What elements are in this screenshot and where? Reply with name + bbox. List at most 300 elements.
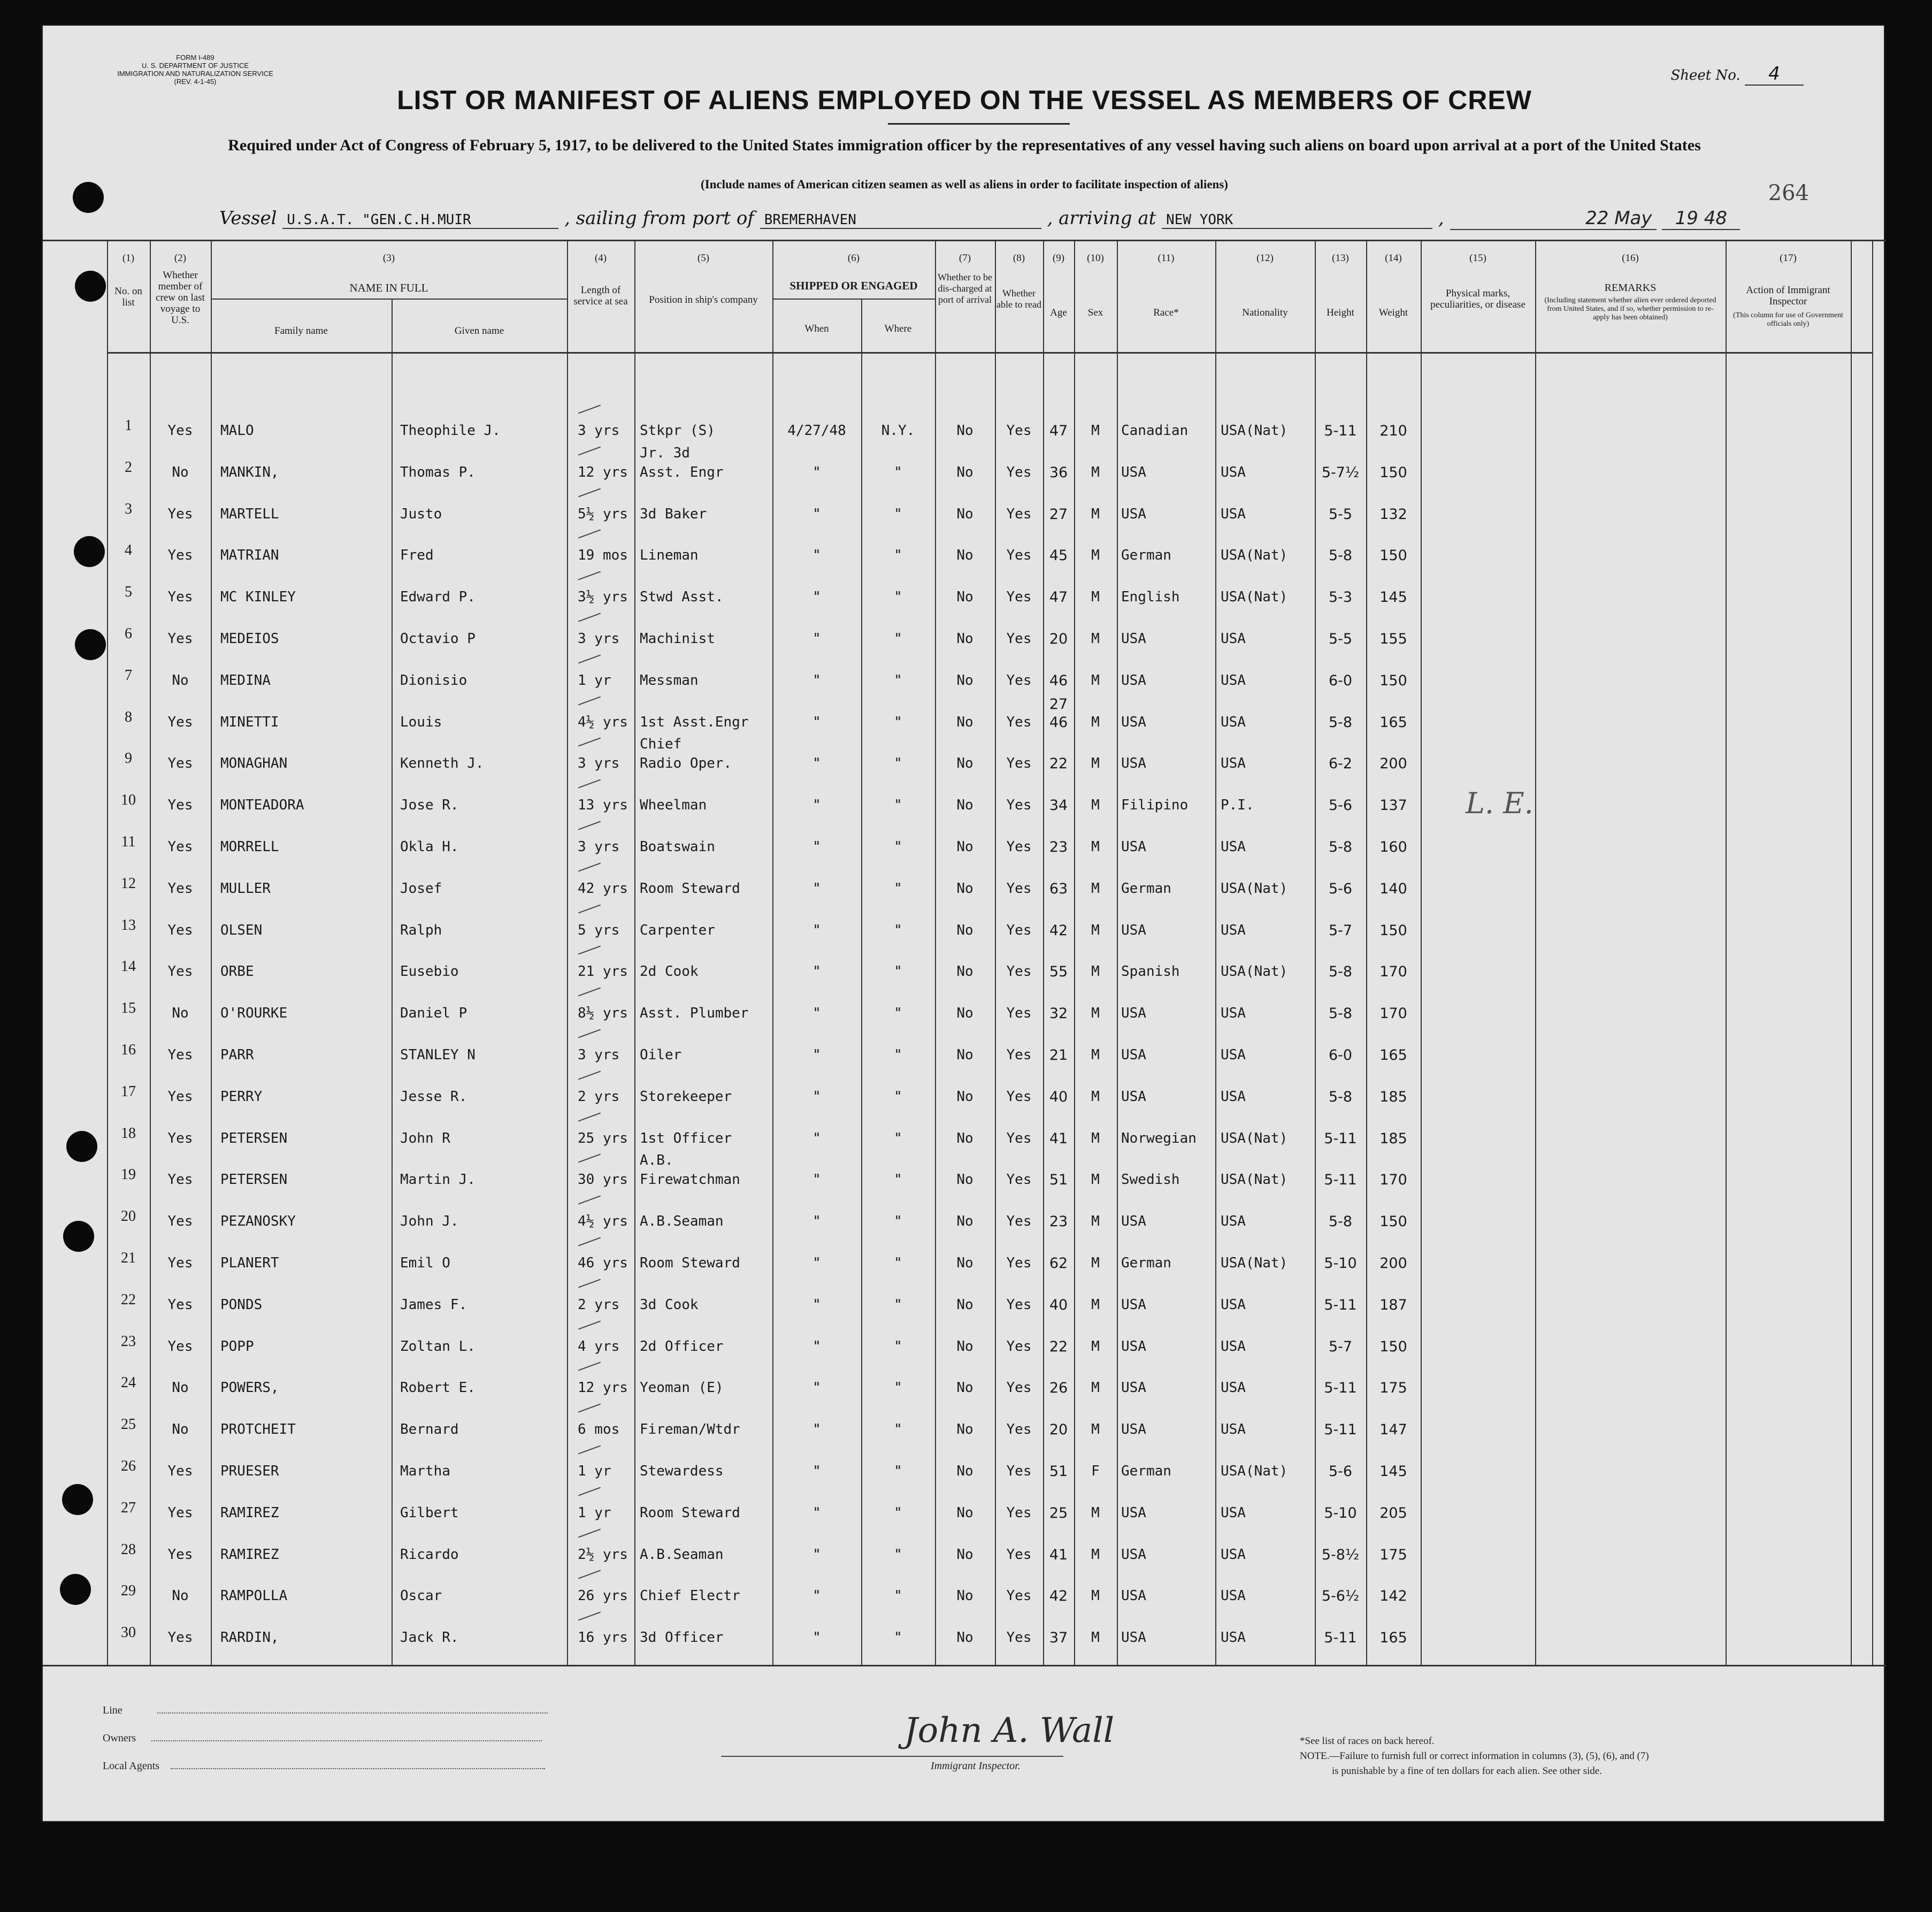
position: Chief Electr — [640, 1588, 740, 1604]
shipped-when: " — [812, 1630, 821, 1646]
binder-hole — [63, 1221, 94, 1252]
weight: 150 — [1379, 547, 1407, 564]
col-header-weight: Weight — [1378, 307, 1408, 318]
position: 1st Asst.Engr — [640, 714, 749, 730]
row-number: 27 — [121, 1500, 136, 1516]
shipped-where: " — [894, 672, 902, 689]
check-mark — [578, 530, 601, 539]
row-number: 3 — [125, 501, 132, 517]
given-name: Kenneth J. — [400, 755, 484, 771]
crew-last-voyage: Yes — [167, 1630, 193, 1646]
age: 34 — [1049, 797, 1068, 814]
sex: M — [1091, 1172, 1100, 1188]
able-to-read: Yes — [1006, 922, 1032, 938]
height: 6-2 — [1328, 755, 1353, 772]
subtitle: Required under Act of Congress of February 5, 1917, to be delivered to the United States immigration officer by the representatives of any vessel having such aliens on board upon arrival at a port of the United States — [228, 136, 1701, 154]
column-rule — [995, 240, 996, 1665]
discharged: No — [956, 922, 973, 938]
check-mark — [578, 1279, 601, 1288]
col-header-read: Whether able to read — [996, 288, 1041, 310]
able-to-read: Yes — [1006, 423, 1032, 439]
position-prefix: Jr. 3d — [640, 445, 690, 461]
column-rule — [150, 240, 151, 1665]
family-name: MONAGHAN — [220, 755, 288, 771]
age: 23 — [1049, 1213, 1068, 1230]
age: 40 — [1049, 1089, 1068, 1105]
column-rule — [107, 240, 108, 1665]
position-prefix: A.B. — [640, 1152, 673, 1168]
given-name: Edward P. — [400, 589, 476, 605]
footer-agents-label: Local Agents — [103, 1760, 160, 1772]
binder-hole — [75, 629, 106, 660]
service-length: 4½ yrs — [578, 1213, 628, 1229]
crew-last-voyage: Yes — [167, 547, 193, 563]
column-rule — [935, 240, 936, 1665]
column-number: (16) — [1622, 253, 1639, 264]
race: Spanish — [1121, 963, 1180, 980]
check-mark — [578, 1404, 601, 1413]
nationality: USA — [1221, 672, 1246, 689]
check-mark — [578, 613, 601, 622]
weight: 200 — [1379, 1255, 1407, 1272]
position: Room Steward — [640, 1505, 740, 1521]
inspector-label: Immigrant Inspector. — [931, 1760, 1021, 1772]
family-name: PERRY — [220, 1089, 263, 1105]
position: Yeoman (E) — [640, 1380, 724, 1396]
discharged: No — [956, 1005, 973, 1021]
sex: M — [1091, 922, 1100, 938]
vessel-label: Vessel — [219, 208, 277, 229]
nationality: USA — [1221, 1505, 1246, 1521]
able-to-read: Yes — [1006, 881, 1032, 897]
family-name: ORBE — [220, 963, 254, 980]
race: USA — [1121, 1047, 1146, 1063]
sex: M — [1091, 423, 1100, 439]
nationality: USA — [1221, 1089, 1246, 1105]
shipped-where: " — [894, 1505, 902, 1521]
shipped-when: " — [812, 547, 821, 563]
service-length: 46 yrs — [578, 1255, 628, 1271]
check-mark — [578, 1487, 601, 1496]
family-name: RAMPOLLA — [220, 1588, 288, 1604]
discharged: No — [956, 755, 973, 771]
service-length: 4 yrs — [578, 1339, 620, 1355]
sex: M — [1091, 839, 1100, 855]
weight: 187 — [1379, 1297, 1407, 1313]
column-rule — [1043, 240, 1044, 1665]
given-name: Louis — [400, 714, 442, 730]
sex: M — [1091, 1213, 1100, 1229]
weight: 140 — [1379, 881, 1407, 897]
sex: M — [1091, 1380, 1100, 1396]
discharged: No — [956, 839, 973, 855]
shipped-when: " — [812, 1463, 821, 1479]
family-name: MONTEADORA — [220, 797, 304, 813]
age: 47 — [1049, 589, 1068, 606]
nationality: USA — [1221, 1380, 1246, 1396]
shipped-where: " — [894, 589, 902, 605]
footer-line-label: Line — [103, 1704, 122, 1716]
service-length: 3 yrs — [578, 839, 620, 855]
comma: , — [1438, 208, 1444, 229]
height: 5-8 — [1328, 1089, 1353, 1105]
able-to-read: Yes — [1006, 1213, 1032, 1229]
check-mark — [578, 1570, 601, 1579]
shipped-where: " — [894, 1588, 902, 1604]
nationality: USA — [1221, 922, 1246, 938]
given-name: Jack R. — [400, 1630, 459, 1646]
service-length: 3 yrs — [578, 755, 620, 771]
column-rule — [1851, 240, 1852, 1665]
nationality: USA(Nat) — [1221, 1463, 1288, 1479]
check-mark — [578, 1029, 601, 1038]
check-mark — [578, 1446, 601, 1455]
sex: M — [1091, 547, 1100, 563]
race: German — [1121, 1463, 1171, 1479]
race: USA — [1121, 1213, 1146, 1229]
check-mark — [578, 988, 601, 997]
row-number: 4 — [125, 542, 132, 559]
check-mark — [578, 779, 601, 789]
check-mark — [578, 447, 601, 456]
position: 3d Baker — [640, 506, 707, 522]
age-correction: 27 — [1049, 696, 1068, 713]
height: 5-11 — [1324, 1380, 1357, 1396]
family-name: MEDINA — [220, 672, 271, 689]
race-note: *See list of races on back hereof. — [1300, 1735, 1435, 1747]
nationality: USA — [1221, 1588, 1246, 1604]
nationality: USA — [1221, 1421, 1246, 1437]
shipped-when: " — [812, 589, 821, 605]
column-number: (2) — [174, 253, 187, 264]
shipped-when: " — [812, 1297, 821, 1313]
able-to-read: Yes — [1006, 963, 1032, 980]
sheet-number — [1670, 63, 1804, 86]
column-rule — [211, 240, 212, 1665]
crew-last-voyage: Yes — [167, 839, 193, 855]
check-mark — [578, 1529, 601, 1538]
footer-agents-field — [103, 1760, 545, 1772]
shipped-where: " — [894, 1380, 902, 1396]
race: USA — [1121, 1005, 1146, 1021]
row-number: 18 — [121, 1125, 136, 1142]
service-length: 26 yrs — [578, 1588, 628, 1604]
column-number: (12) — [1256, 253, 1274, 264]
sex: M — [1091, 755, 1100, 771]
able-to-read: Yes — [1006, 1505, 1032, 1521]
shipped-when: " — [812, 714, 821, 730]
shipped-when: " — [812, 1172, 821, 1188]
family-name: MARTELL — [220, 506, 279, 522]
age: 42 — [1049, 1588, 1068, 1604]
able-to-read: Yes — [1006, 1005, 1032, 1021]
position: Asst. Plumber — [640, 1005, 749, 1021]
age: 27 — [1049, 506, 1068, 523]
weight: 150 — [1379, 1339, 1407, 1355]
height: 5-5 — [1328, 631, 1353, 647]
race: German — [1121, 1255, 1171, 1271]
service-length: 1 yr — [578, 1505, 611, 1521]
height: 5-7 — [1328, 1339, 1353, 1355]
given-name: Jose R. — [400, 797, 459, 813]
column-rule — [1074, 240, 1075, 1665]
shipped-where: " — [894, 631, 902, 647]
binder-hole — [60, 1574, 91, 1605]
service-length: 1 yr — [578, 672, 611, 689]
sex: M — [1091, 589, 1100, 605]
form-line: FORM I-489 — [176, 53, 214, 62]
shipped-where: " — [894, 1213, 902, 1229]
height: 5-8 — [1328, 547, 1353, 564]
weight: 165 — [1379, 714, 1407, 731]
weight: 185 — [1379, 1089, 1407, 1105]
nationality: USA — [1221, 839, 1246, 855]
age: 20 — [1049, 631, 1068, 647]
position: Stewardess — [640, 1463, 724, 1479]
weight: 210 — [1379, 423, 1407, 439]
shipped-when: " — [812, 1380, 821, 1396]
nationality: P.I. — [1221, 797, 1254, 813]
position: Fireman/Wtdr — [640, 1421, 740, 1437]
row-number: 10 — [121, 792, 136, 808]
family-name: MINETTI — [220, 714, 279, 730]
race: USA — [1121, 755, 1146, 771]
height: 5-10 — [1324, 1255, 1357, 1272]
height: 5-8½ — [1321, 1547, 1360, 1563]
crew-last-voyage: No — [172, 1588, 189, 1604]
sailing-label: , sailing from port of — [564, 208, 754, 229]
crew-last-voyage: Yes — [167, 881, 193, 897]
family-name: PLANERT — [220, 1255, 279, 1271]
service-length: 3 yrs — [578, 423, 620, 439]
position: Stkpr (S) — [640, 423, 715, 439]
crew-last-voyage: No — [172, 672, 189, 689]
position: 2d Cook — [640, 963, 699, 980]
service-length: 3 yrs — [578, 631, 620, 647]
col-header-remarks: REMARKS — [1604, 282, 1657, 294]
height: 5-5 — [1328, 506, 1353, 523]
discharged: No — [956, 1463, 973, 1479]
discharged: No — [956, 1630, 973, 1646]
shipped-when: " — [812, 963, 821, 980]
row-number: 20 — [121, 1208, 136, 1225]
form-id-block — [102, 53, 289, 86]
family-name: MULLER — [220, 881, 271, 897]
departure-port: BREMERHAVEN — [760, 212, 1041, 229]
position: A.B.Seaman — [640, 1547, 724, 1563]
able-to-read: Yes — [1006, 464, 1032, 480]
height: 5-11 — [1324, 1630, 1357, 1646]
crew-last-voyage: Yes — [167, 1172, 193, 1188]
family-name: MEDEIOS — [220, 631, 279, 647]
crew-last-voyage: No — [172, 1421, 189, 1437]
crew-last-voyage: Yes — [167, 1547, 193, 1563]
shipped-when: " — [812, 922, 821, 938]
shipped-when: " — [812, 797, 821, 813]
table-bottom-rule — [43, 1665, 1886, 1666]
discharged: No — [956, 1339, 973, 1355]
family-name: PETERSEN — [220, 1130, 288, 1146]
column-number: (1) — [122, 253, 135, 264]
subtitle-note: (Include names of American citizen seamen as well as aliens in order to facilitate inspection of aliens) — [701, 178, 1228, 191]
discharged: No — [956, 423, 973, 439]
age: 36 — [1049, 464, 1068, 481]
height: 5-8 — [1328, 714, 1353, 731]
row-number: 19 — [121, 1166, 136, 1183]
service-length: 12 yrs — [578, 1380, 628, 1396]
shipped-when: " — [812, 881, 821, 897]
row-number: 14 — [121, 958, 136, 975]
shipped-when: " — [812, 672, 821, 689]
nationality: USA — [1221, 714, 1246, 730]
crew-last-voyage: Yes — [167, 1339, 193, 1355]
weight: 185 — [1379, 1130, 1407, 1147]
service-length: 4½ yrs — [578, 714, 628, 730]
race: USA — [1121, 1339, 1146, 1355]
shipped-when: " — [812, 839, 821, 855]
sex: M — [1091, 1547, 1100, 1563]
binder-hole — [62, 1484, 93, 1515]
penalty-note-cont: is punishable by a fine of ten dollars for each alien. See other side. — [1332, 1765, 1602, 1777]
page-title: LIST OR MANIFEST OF ALIENS EMPLOYED ON THE VESSEL AS MEMBERS OF CREW — [397, 85, 1532, 115]
binder-hole — [75, 271, 106, 302]
able-to-read: Yes — [1006, 1339, 1032, 1355]
height: 5-6½ — [1321, 1588, 1360, 1604]
able-to-read: Yes — [1006, 547, 1032, 563]
race: USA — [1121, 672, 1146, 689]
sex: M — [1091, 1630, 1100, 1646]
crew-last-voyage: Yes — [167, 1505, 193, 1521]
crew-last-voyage: Yes — [167, 963, 193, 980]
service-length: 30 yrs — [578, 1172, 628, 1188]
shipped-where: " — [894, 755, 902, 771]
shipped-where: " — [894, 714, 902, 730]
service-length: 1 yr — [578, 1463, 611, 1479]
column-number: (4) — [594, 253, 607, 264]
sex: M — [1091, 672, 1100, 689]
position: Machinist — [640, 631, 715, 647]
service-length: 25 yrs — [578, 1130, 628, 1146]
height: 5-8 — [1328, 839, 1353, 855]
given-name: James F. — [400, 1297, 467, 1313]
header-bottom-rule — [107, 352, 1872, 354]
shipped-when: " — [812, 1130, 821, 1146]
check-mark — [578, 863, 601, 872]
race: German — [1121, 547, 1171, 563]
row-number: 30 — [121, 1624, 136, 1641]
family-name: RARDIN, — [220, 1630, 279, 1646]
form-line: (REV. 4-1-45) — [174, 78, 217, 86]
column-rule — [392, 299, 393, 1665]
row-number: 2 — [125, 459, 132, 476]
row-number: 13 — [121, 917, 136, 934]
check-mark — [578, 821, 601, 830]
given-name: Thomas P. — [400, 464, 476, 480]
position: Storekeeper — [640, 1089, 732, 1105]
position: Messman — [640, 672, 699, 689]
able-to-read: Yes — [1006, 1630, 1032, 1646]
discharged: No — [956, 589, 973, 605]
weight: 155 — [1379, 631, 1407, 647]
service-length: 21 yrs — [578, 963, 628, 980]
nationality: USA(Nat) — [1221, 589, 1288, 605]
able-to-read: Yes — [1006, 1588, 1032, 1604]
column-number: (14) — [1385, 253, 1402, 264]
race: Swedish — [1121, 1172, 1180, 1188]
check-mark — [578, 1362, 601, 1371]
weight: 170 — [1379, 963, 1407, 980]
height: 5-3 — [1328, 589, 1353, 606]
check-mark — [578, 1612, 601, 1621]
family-name: MORRELL — [220, 839, 279, 855]
service-length: 13 yrs — [578, 797, 628, 813]
age: 45 — [1049, 547, 1068, 564]
shipped-when: " — [812, 1089, 821, 1105]
race: USA — [1121, 1588, 1146, 1604]
sex: M — [1091, 1047, 1100, 1063]
discharged: No — [956, 797, 973, 813]
col-header-shipped: SHIPPED OR ENGAGED — [789, 279, 918, 292]
race: USA — [1121, 631, 1146, 647]
weight: 175 — [1379, 1380, 1407, 1396]
shipped-where: " — [894, 922, 902, 938]
column-rule — [1872, 240, 1873, 1665]
sex: M — [1091, 797, 1100, 813]
sex: M — [1091, 464, 1100, 480]
check-mark — [578, 1154, 601, 1163]
shipped-when: " — [812, 1339, 821, 1355]
discharged: No — [956, 963, 973, 980]
nationality: USA — [1221, 1047, 1246, 1063]
col-header-sex: Sex — [1087, 307, 1103, 318]
able-to-read: Yes — [1006, 1297, 1032, 1313]
col-header-nationality: Nationality — [1242, 307, 1288, 318]
shipped-where: " — [894, 547, 902, 563]
row-number: 28 — [121, 1541, 136, 1558]
sex: M — [1091, 1089, 1100, 1105]
service-length: 3 yrs — [578, 1047, 620, 1063]
footer-owners-label: Owners — [103, 1732, 136, 1744]
shipped-subheader-rule — [772, 299, 935, 300]
age: 62 — [1049, 1255, 1068, 1272]
family-name: MATRIAN — [220, 547, 279, 563]
row-number: 8 — [125, 709, 132, 725]
able-to-read: Yes — [1006, 1089, 1032, 1105]
nationality: USA — [1221, 1005, 1246, 1021]
height: 5-11 — [1324, 1297, 1357, 1313]
weight: 205 — [1379, 1505, 1407, 1521]
stamp-number: 264 — [1768, 181, 1809, 205]
col-header-physical: Physical marks, peculiarities, or disease — [1430, 288, 1525, 310]
discharged: No — [956, 1255, 973, 1271]
nationality: USA — [1221, 755, 1246, 771]
nationality: USA — [1221, 631, 1246, 647]
position: Firewatchman — [640, 1172, 740, 1188]
row-number: 21 — [121, 1250, 136, 1266]
shipped-when: " — [812, 631, 821, 647]
shipped-where: " — [894, 963, 902, 980]
service-length: 12 yrs — [578, 464, 628, 480]
discharged: No — [956, 631, 973, 647]
age: 42 — [1049, 922, 1068, 939]
shipped-when: " — [812, 755, 821, 771]
given-name: Jesse R. — [400, 1089, 467, 1105]
able-to-read: Yes — [1006, 839, 1032, 855]
shipped-where: " — [894, 1339, 902, 1355]
col-header-race: Race* — [1153, 307, 1179, 318]
check-mark — [578, 655, 601, 664]
check-mark — [578, 1321, 601, 1330]
